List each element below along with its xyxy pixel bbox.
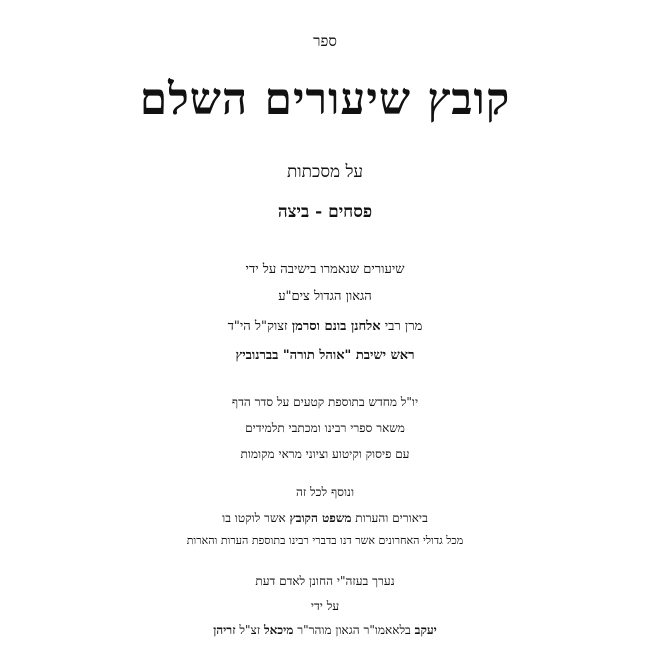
subtitle-on: על מסכתות bbox=[286, 162, 364, 182]
editor-line-1: נערך בעזה"י החונן לאדם דעת bbox=[255, 574, 395, 588]
author-name: אלחנן בונם וסרמן bbox=[291, 319, 381, 334]
editor-mid: בלאאמו"ר הגאון מוהר"ר bbox=[293, 623, 415, 637]
addition-suffix: אשר לוקטו בו bbox=[222, 511, 290, 525]
author-prefix: מרן רבי bbox=[380, 319, 423, 334]
editor-last-name: זריהן bbox=[213, 623, 236, 637]
edition-line-3: עם פיסוק וקיטוע וציוני מראי מקומות bbox=[240, 447, 410, 461]
author-line-2: הגאון הגדול צים"ע bbox=[278, 289, 372, 304]
author-suffix: זצוק"ל הי"ד bbox=[227, 319, 292, 334]
author-line-1: שיעורים שנאמרו בישיבה על ידי bbox=[245, 262, 405, 277]
author-line-4: ראש ישיבת "אוהל תורה" בברנוביץ bbox=[235, 348, 415, 363]
book-title: קובץ שיעורים השלם bbox=[139, 74, 511, 125]
tractates-heading: פסחים - ביצה bbox=[277, 202, 373, 222]
addition-line-2 bbox=[0, 511, 650, 526]
edition-line-2: משאר ספרי רבינו ומכתבי תלמידים bbox=[245, 421, 405, 435]
addition-line-3: מכל גדולי האחרונים אשר דנו בדברי רבינו בתוספת הערות והארות bbox=[186, 534, 464, 547]
book-label: ספר bbox=[313, 32, 337, 50]
editor-mid2: זצ"ל bbox=[235, 623, 264, 637]
editor-first-name: יעקב bbox=[414, 623, 437, 637]
author-line-3 bbox=[0, 318, 650, 334]
editor-line-2: על ידי bbox=[310, 599, 340, 613]
editor-line-3 bbox=[0, 623, 650, 638]
editor-father-name: מיכאל bbox=[263, 623, 294, 637]
addition-line-1: ונוסף לכל זה bbox=[295, 485, 355, 499]
addition-prefix: ביאורים והערות bbox=[351, 511, 428, 525]
addition-name: משפט הקובץ bbox=[289, 511, 352, 525]
edition-line-1: יו"ל מחדש בתוספת קטעים על סדר הדף bbox=[231, 395, 419, 409]
